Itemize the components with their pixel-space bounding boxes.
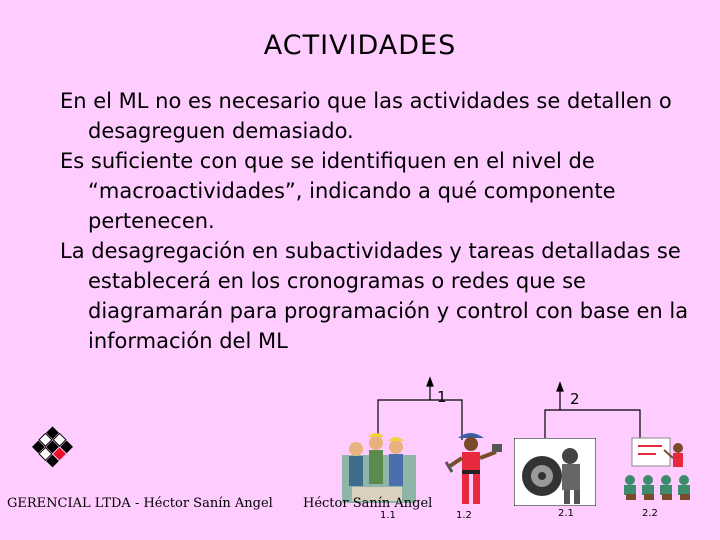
footer-left: GERENCIAL LTDA - Héctor Sanín Angel	[7, 496, 273, 511]
node-2-label: 2	[570, 390, 580, 408]
footer-center: Héctor Sanín Angel	[303, 496, 433, 511]
bullet-list	[60, 86, 700, 356]
leaf-1-2-label: 1.2	[456, 510, 472, 521]
leaf-2-2-label: 2.2	[642, 508, 658, 519]
bullet-item: La desagregación en subactividades y tareas detalladas se establecerá en los cronogramas o redes que se diagramarán para programación y control con base en la información del ML	[60, 239, 689, 353]
company-logo	[25, 425, 80, 480]
bullet-item: Es suficiente con que se identifiquen en el nivel de “macroactividades”, indicando a qué componente pertenecen.	[60, 149, 616, 233]
node-1-label: 1	[437, 388, 447, 406]
leaf-2-1-label: 2.1	[558, 508, 574, 519]
slide-title: ACTIVIDADES	[263, 30, 457, 61]
mechanic-illustration	[514, 438, 596, 506]
bullet-item: En el ML no es necesario que las actividades se detallen o desagreguen demasiado.	[60, 89, 672, 143]
hammer-worker-illustration	[440, 430, 510, 510]
workers-illustration	[338, 425, 420, 505]
presentation-illustration	[622, 436, 700, 502]
leaf-1-1-label: 1.1	[380, 510, 396, 521]
